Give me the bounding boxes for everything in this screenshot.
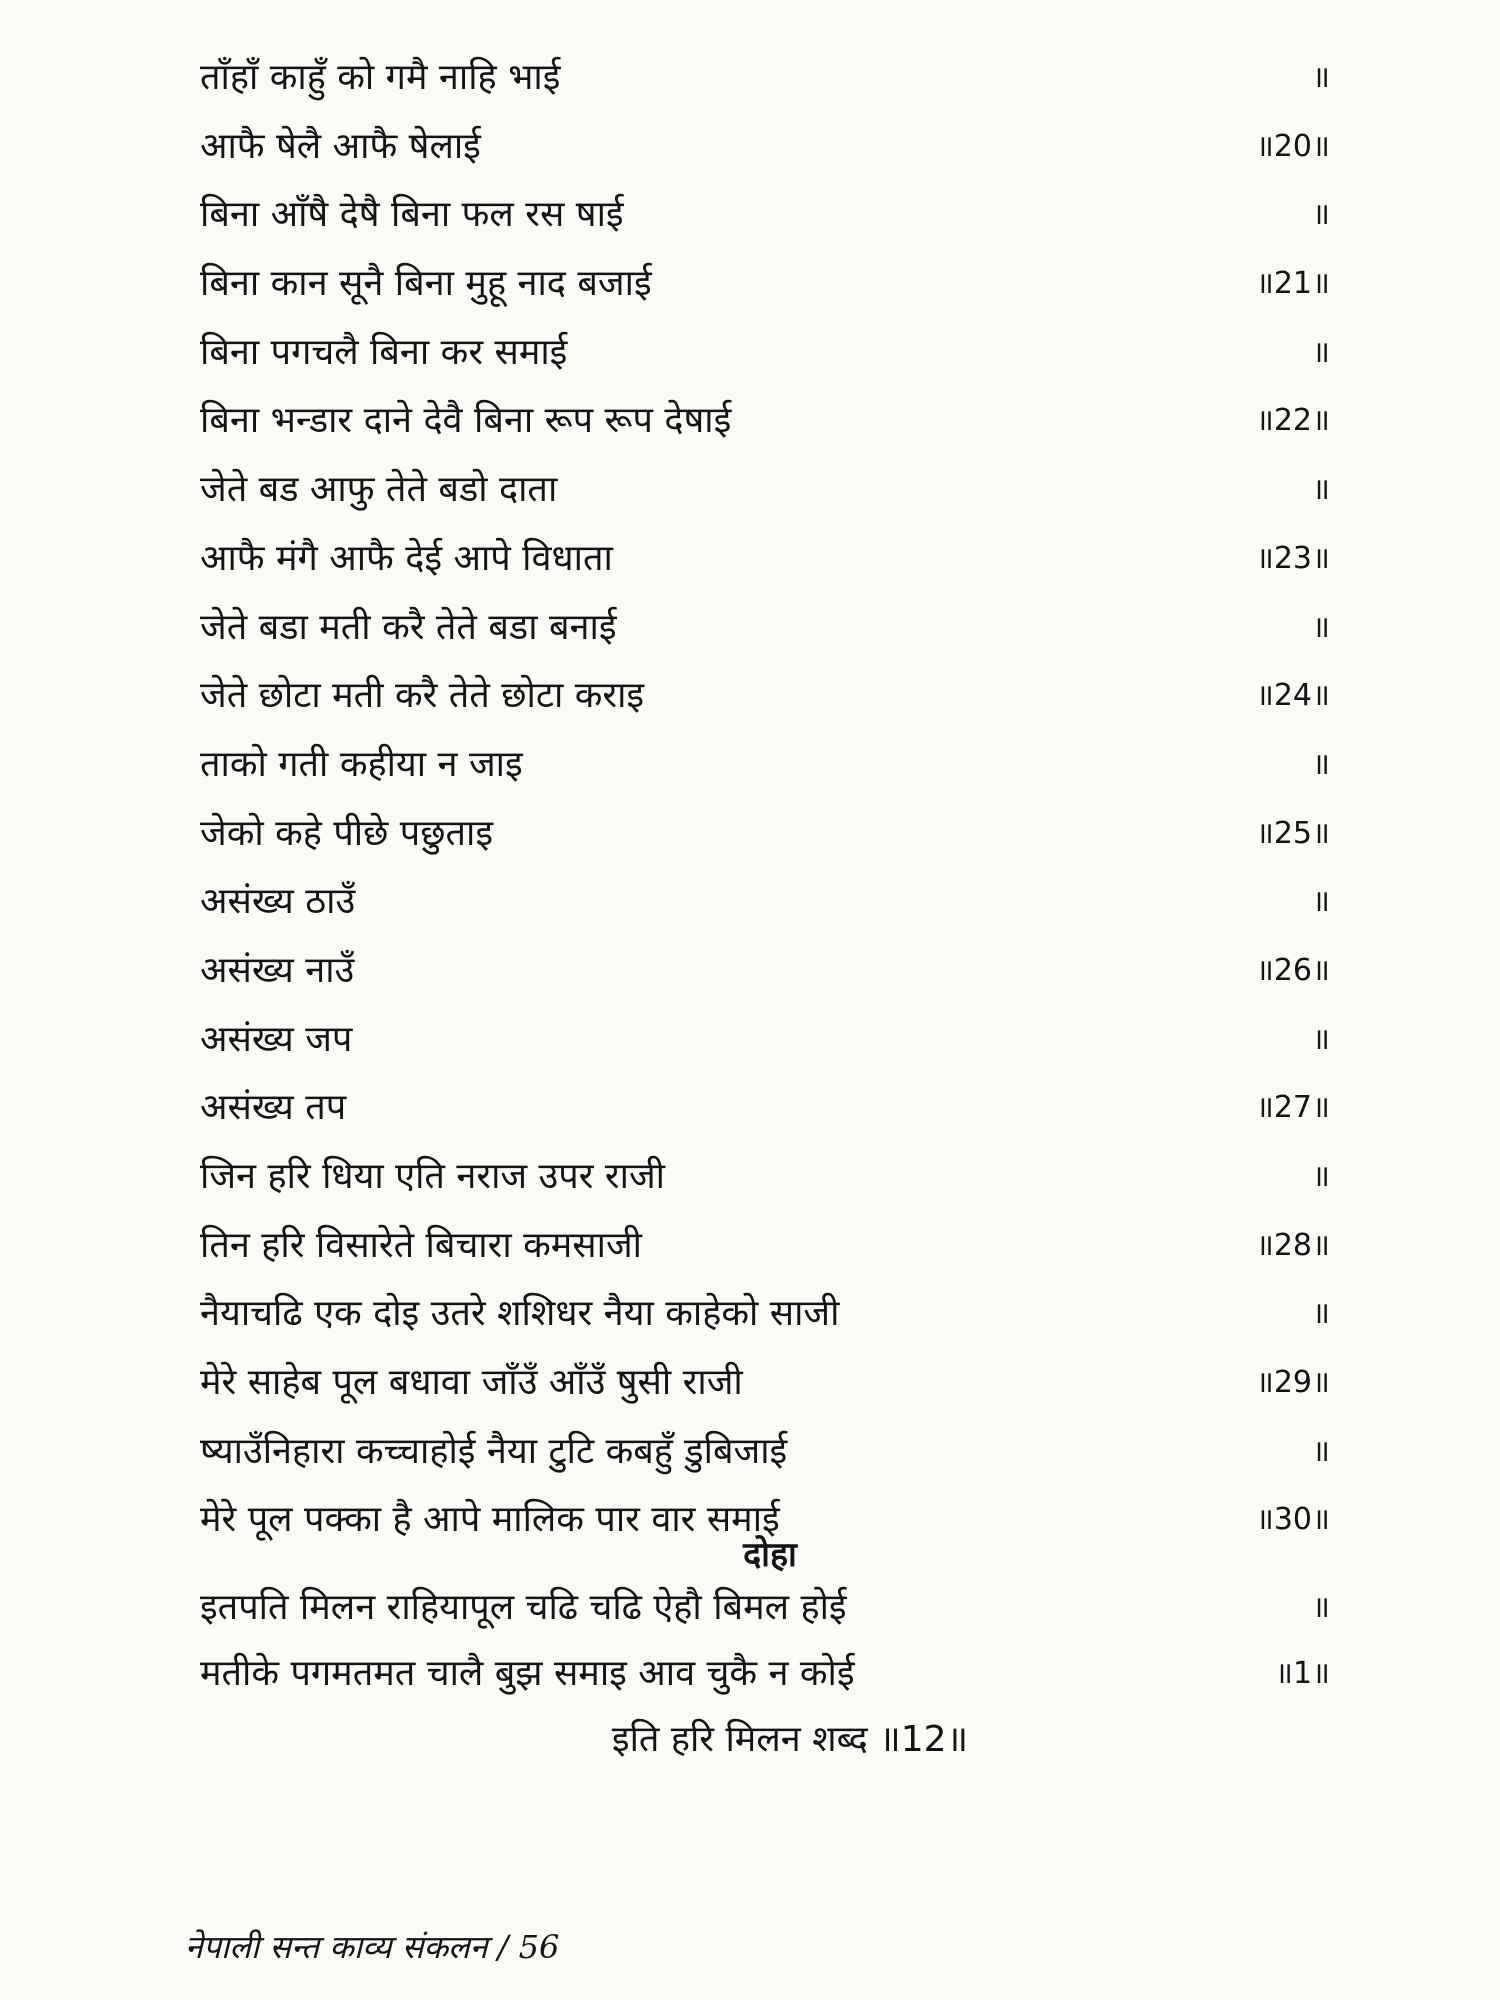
verse-line (200, 1006, 1330, 1075)
verse-number: ॥21॥ (1255, 266, 1330, 302)
verse-number: ॥ (1312, 609, 1330, 645)
verse-line (200, 731, 1330, 800)
verse-text: जिन हरि धिया एति नराज उपर राजी (200, 1156, 665, 1197)
verse-text: ताँहाँ काहुँ को गमै नाहि भाई (200, 57, 561, 98)
verse-number: ॥ (1312, 60, 1330, 95)
verse-number: ॥ (1312, 746, 1330, 782)
verse-number: ॥20॥ (1255, 128, 1330, 164)
verse-line (200, 319, 1330, 388)
verse-number: ॥ (1312, 197, 1330, 233)
verse-number: ॥24॥ (1255, 678, 1330, 714)
verse-text: नैयाचढि एक दोइ उतरे शशिधर नैया काहेको साजी (200, 1293, 840, 1335)
verse-line (200, 1349, 1330, 1418)
verse-text: आफै षेलै आफै षेलाई (200, 125, 481, 167)
verse-number: ॥ (1312, 1433, 1330, 1469)
verse-number: ॥ (1312, 1021, 1330, 1057)
verse-text: असंख्य ठाउँ (200, 881, 356, 923)
verse-text: बिना कान सूनै बिना मुहू नाद बजाई (200, 263, 652, 305)
verse-text: ष्याउँनिहारा कच्चाहोई नैया टुटि कबहुँ डुबिजाई (200, 1430, 788, 1472)
verse-number: ॥ (1312, 1159, 1330, 1194)
verse-line (200, 181, 1330, 250)
verse-line (200, 387, 1330, 456)
verse-text: असंख्य तप (200, 1087, 347, 1129)
verse-number: ॥25॥ (1255, 815, 1330, 851)
doha-list (200, 1575, 1330, 1707)
verse-list (200, 44, 1330, 1555)
verse-number: ॥28॥ (1255, 1227, 1330, 1263)
verse-line (200, 525, 1330, 594)
verse-line (200, 113, 1330, 182)
verse-line (200, 250, 1330, 319)
verse-text: मतीके पगमतमत चालै बुझ समाइ आव चुकै न कोई (200, 1653, 855, 1694)
page-footer: नेपाली सन्त काव्य संकलन / 56 (185, 1928, 560, 1966)
verse-number: ॥26॥ (1255, 952, 1330, 988)
verse-number: ॥27॥ (1255, 1090, 1330, 1126)
verse-text: आफै मंगै आफै देई आपे विधाता (200, 537, 613, 579)
verse-number: ॥ (1312, 1590, 1330, 1625)
verse-line (200, 662, 1330, 731)
verse-line (200, 1418, 1330, 1487)
verse-line (200, 1143, 1330, 1212)
closing-line: इति हरि मिलन शब्द ॥12॥ (611, 1719, 969, 1760)
verse-text: तिन हरि विसारेते बिचारा कमसाजी (200, 1224, 642, 1266)
doha-heading: दोहा (743, 1535, 797, 1575)
verse-number: ॥ (1312, 1296, 1330, 1332)
verse-text: जेको कहे पीछे पछुताइ (200, 812, 493, 854)
verse-line (200, 594, 1330, 663)
verse-number: ॥23॥ (1255, 540, 1330, 576)
verse-number: ॥ (1312, 884, 1330, 920)
verse-number: ॥1॥ (1274, 1656, 1330, 1691)
verse-text: बिना भन्डार दाने देवै बिना रूप रूप देषाई (200, 400, 732, 442)
verse-line (200, 1074, 1330, 1143)
verse-line (200, 937, 1330, 1006)
verse-text: जेते छोटा मती करै तेते छोटा कराइ (200, 675, 645, 717)
verse-number: ॥ (1312, 334, 1330, 370)
verse-text: असंख्य नाउँ (200, 949, 355, 991)
verse-text: असंख्य जप (200, 1018, 353, 1060)
doha-line (200, 1575, 1330, 1641)
verse-text: जेते बड आफु तेते बडो दाता (200, 469, 558, 511)
verse-line (200, 800, 1330, 869)
verse-line (200, 456, 1330, 525)
verse-text: ताको गती कहीया न जाइ (200, 743, 523, 785)
doha-line (200, 1641, 1330, 1707)
verse-text: बिना आँषै देषै बिना फल रस षाई (200, 194, 624, 236)
verse-line (200, 44, 1330, 113)
verse-number: ॥ (1312, 472, 1330, 508)
verse-text: मेरे पूल पक्का है आपे मालिक पार वार समाई (200, 1499, 780, 1541)
verse-number: ॥22॥ (1255, 403, 1330, 439)
verse-line (200, 868, 1330, 937)
verse-text: मेरे साहेब पूल बधावा जाँउँ आँउँ षुसी राजी (200, 1362, 743, 1404)
verse-text: जेते बडा मती करै तेते बडा बनाई (200, 606, 617, 648)
verse-text: बिना पगचलै बिना कर समाई (200, 331, 568, 373)
verse-text: इतपति मिलन राहियापूल चढि चढि ऐहौ बिमल होई (200, 1587, 847, 1628)
verse-line (200, 1212, 1330, 1281)
verse-line (200, 1280, 1330, 1349)
verse-number: ॥30॥ (1255, 1502, 1330, 1538)
verse-number: ॥29॥ (1255, 1365, 1330, 1401)
